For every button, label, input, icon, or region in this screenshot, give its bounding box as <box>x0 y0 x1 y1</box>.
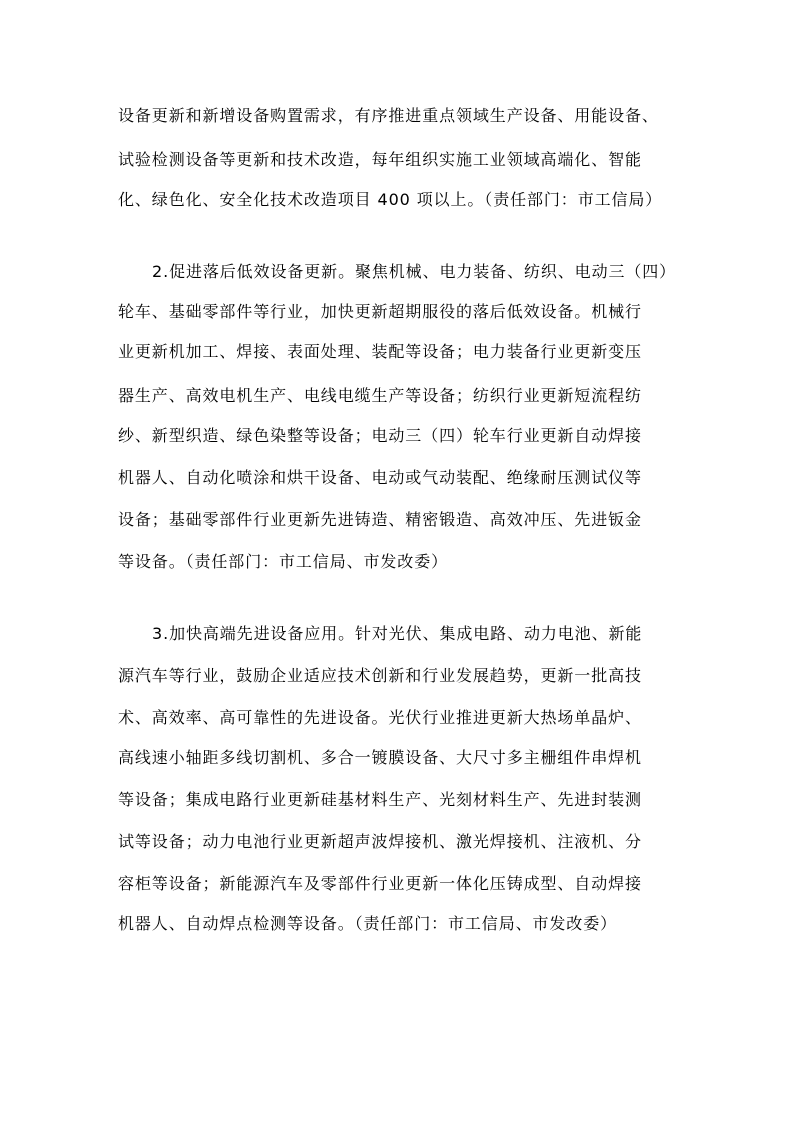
paragraph-3-line-1: 3.加快高端先进设备应用。针对光伏、集成电路、动力电池、新能 <box>152 624 643 643</box>
paragraph-3-line-2: 源汽车等行业，鼓励企业适应技术创新和行业发展趋势，更新一批高技 <box>118 666 642 685</box>
paragraph-2-line-4: 器生产、高效电机生产、电线电缆生产等设备；纺织行业更新短流程纺 <box>118 386 642 405</box>
paragraph-3-line-8: 机器人、自动焊点检测等设备。（责任部门：市工信局、市发改委） <box>118 914 618 933</box>
paragraph-2-line-1: 2.促进落后低效设备更新。聚焦机械、电力装备、纺织、电动三（四） <box>152 262 677 281</box>
paragraph-2-line-5: 纱、新型织造、绿色染整等设备；电动三（四）轮车行业更新自动焊接 <box>118 426 642 445</box>
paragraph-2-line-2: 轮车、基础零部件等行业，加快更新超期服役的落后低效设备。机械行 <box>118 302 642 321</box>
paragraph-2-line-8: 等设备。（责任部门：市工信局、市发改委） <box>118 552 449 571</box>
paragraph-1-line-3: 化、绿色化、安全化技术改造项目 400 项以上。（责任部门：市工信局） <box>118 190 663 209</box>
paragraph-1-line-1: 设备更新和新增设备购置需求，有序推进重点领域生产设备、用能设备、 <box>118 106 659 125</box>
paragraph-3-line-6: 试等设备；动力电池行业更新超声波焊接机、激光焊接机、注液机、分 <box>118 832 642 851</box>
paragraph-3-line-4: 高线速小轴距多线切割机、多合一镀膜设备、大尺寸多主栅组件串焊机 <box>118 748 642 767</box>
paragraph-1-line-2: 试验检测设备等更新和技术改造，每年组织实施工业领域高端化、智能 <box>118 150 642 169</box>
paragraph-3-line-5: 等设备；集成电路行业更新硅基材料生产、光刻材料生产、先进封装测 <box>118 790 642 809</box>
paragraph-3-line-7: 容柜等设备；新能源汽车及零部件行业更新一体化压铸成型、自动焊接 <box>118 874 642 893</box>
paragraph-3-line-3: 术、高效率、高可靠性的先进设备。光伏行业推进更新大热场单晶炉、 <box>118 708 642 727</box>
paragraph-2-line-6: 机器人、自动化喷涂和烘干设备、电动或气动装配、绝缘耐压测试仪等 <box>118 468 642 487</box>
paragraph-2-line-7: 设备；基础零部件行业更新先进铸造、精密锻造、高效冲压、先进钣金 <box>118 510 642 529</box>
paragraph-2-line-3: 业更新机加工、焊接、表面处理、装配等设备；电力装备行业更新变压 <box>118 342 642 361</box>
